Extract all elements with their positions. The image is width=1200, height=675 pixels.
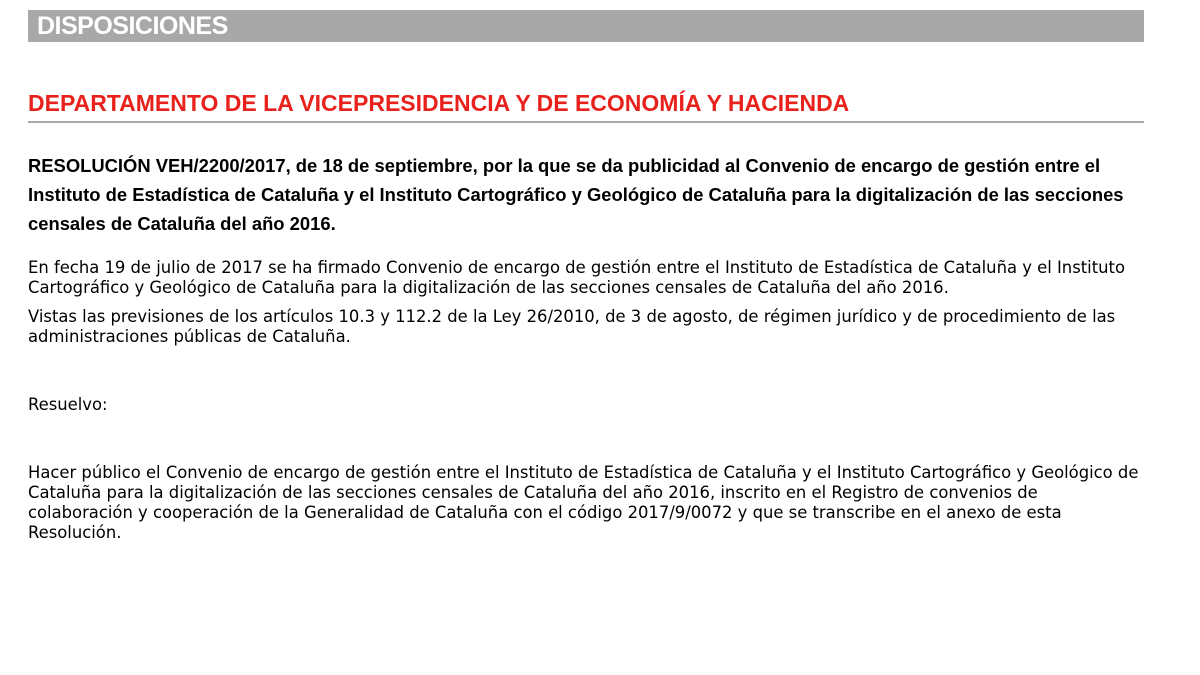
section-header-bar (28, 10, 1144, 42)
resolution-title: RESOLUCIÓN VEH/2200/2017, de 18 de septiembre, por la que se da publicidad al Convenio de encargo de gestión entre el Instituto de Estadística de Cataluña y el Instituto Cartográfico y Geológico de Cataluña para la digitalización de las secciones censales de Cataluña del año 2016. (28, 155, 1124, 234)
document-page (28, 10, 1144, 543)
department-heading: DEPARTAMENTO DE LA VICEPRESIDENCIA Y DE ECONOMÍA Y HACIENDA (28, 89, 1144, 123)
section-title: DISPOSICIONES (37, 11, 228, 40)
body-paragraph-legal-basis: Vistas las previsiones de los artículos 10.3 y 112.2 de la Ley 26/2010, de 3 de agosto, de régimen jurídico y de procedimiento de las administraciones públicas de Cataluña. (28, 307, 1116, 346)
body-paragraph-decision: Hacer público el Convenio de encargo de gestión entre el Instituto de Estadística de Cataluña y el Instituto Cartográfico y Geológico de Cataluña para la digitalización de las secciones censales de Cataluña del año 2016, inscrito en el Registro de convenios de colaboración y cooperación de la Generalidad de Cataluña con el código 2017/9/0072 y que se transcribe en el anexo de esta Resolución. (28, 463, 1139, 542)
body-paragraph-signing: En fecha 19 de julio de 2017 se ha firmado Convenio de encargo de gestión entre el Instituto de Estadística de Cataluña y el Instituto Cartográfico y Geológico de Cataluña para la digitalización de las secciones censales de Cataluña del año 2016. (28, 258, 1125, 297)
body-paragraph-resuelvo: Resuelvo: (28, 395, 108, 414)
